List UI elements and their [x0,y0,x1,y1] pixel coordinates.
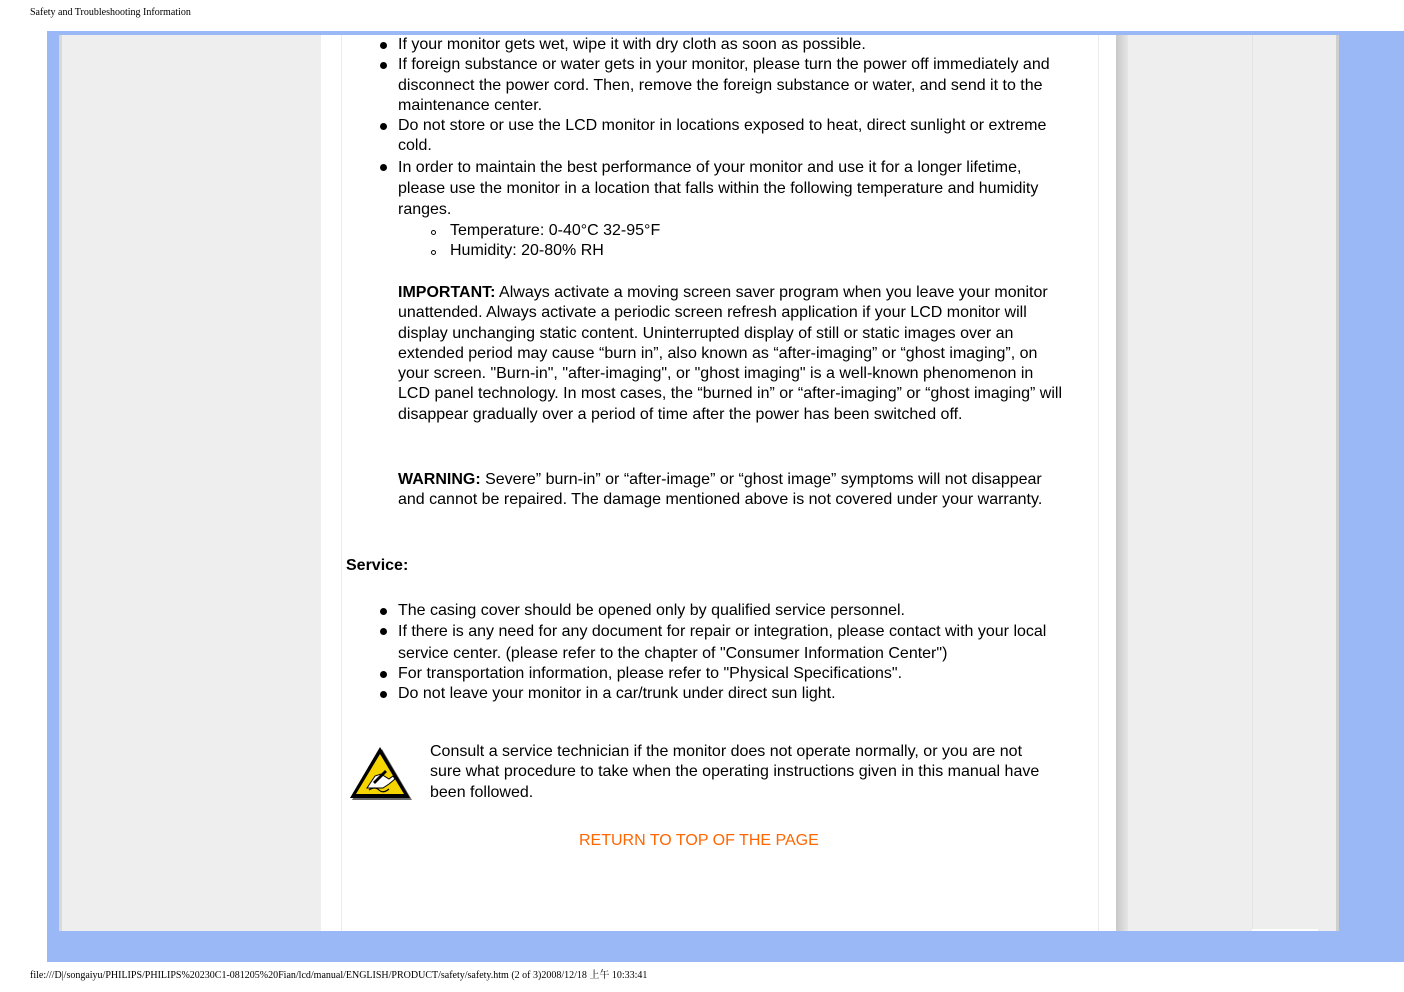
service-list [378,601,1058,704]
list-item-text: In order to maintain the best performance of your monitor and use it for a longer lifetime, please use the monitor in a location that falls within the following temperature and humidity ranges. [398,158,1039,219]
sublist-item-humidity [430,241,1058,261]
list-item-text: Do not store or use the LCD monitor in locations exposed to heat, direct sunlight or extreme cold. [398,117,1047,155]
sublist-item-temperature [430,221,1058,241]
list-item [378,684,1058,704]
return-to-top-link[interactable]: RETURN TO TOP OF THE PAGE [579,832,819,849]
sublist-item-text: Temperature: 0-40°C 32-95°F [450,221,661,239]
sublist-item-text: Humidity: 20-80% RH [450,241,604,259]
right-panel-divider [1252,35,1253,931]
list-item-text: Do not leave your monitor in a car/trunk under direct sun light. [398,685,836,703]
content-rule-left [341,35,342,931]
warning-text: Severe” burn-in” or “after-image” or “ghost image” symptoms will not disappear and cannot be repaired. The damage mentioned above is not covered under your warranty. [398,471,1043,509]
right-panel-shadow [1116,35,1128,931]
important-paragraph [398,283,1062,425]
list-item [378,621,1058,664]
list-item [378,55,1058,116]
right-panel-edge [1336,35,1339,931]
service-heading: Service: [346,557,409,574]
right-panel-bottom-notch [1252,929,1318,931]
list-item-text: For transportation information, please refer to "Physical Specifications". [398,664,903,682]
consult-paragraph: Consult a service technician if the monitor does not operate normally, or you are not sure what procedure to take when the operating instructions given in this manual have been followed. [430,743,1040,801]
list-item [378,35,1058,55]
list-item-text: If there is any need for any document for repair or integration, please contact with your local service center. (please refer to the chapter of "Consumer Information Center") [398,623,1047,662]
important-label: IMPORTANT: [398,284,496,301]
caution-hand-writing-icon [349,746,413,802]
list-item-text: If your monitor gets wet, wipe it with dry cloth as soon as possible. [398,36,866,53]
content-rule-right [1098,35,1099,931]
left-sidebar-panel [62,35,321,931]
warning-label: WARNING: [398,471,481,488]
right-sidebar-panel [1128,35,1336,931]
list-item [378,601,1058,621]
list-item [378,116,1058,157]
care-list [378,35,1058,261]
list-item [378,157,1058,261]
important-text: Always activate a moving screen saver program when you leave your monitor unattended. Always activate a periodic screen refresh application if your LCD monitor will display unchanging static content. Uninterrupted display of still or static images over an extended period may cause “burn in”, also known as “after-imaging” or “ghost imaging”, on your screen. "Burn-in", "after-imaging", or "ghost imaging" is a well-known phenomenon in LCD panel technology. In most cases, the “burned in” or “after-imaging” or “ghost imaging” will disappear gradually over a period of time after the power has been switched off. [398,284,1062,423]
list-item-text: If foreign substance or water gets in your monitor, please turn the power off immediately and disconnect the power cord. Then, remove the foreign substance or water, and send it to the maintenance center. [398,56,1050,114]
warning-paragraph [398,470,1062,511]
range-sublist [430,221,1058,262]
list-item-text: The casing cover should be opened only by qualified service personnel. [398,602,905,619]
print-header-title: Safety and Troubleshooting Information [30,7,191,18]
list-item [378,664,1058,684]
print-footer-path: file:///D|/songaiyu/PHILIPS/PHILIPS%20230C1-081205%20Fian/lcd/manual/ENGLISH/PRODUCT/safety/safety.htm (2 of 3)2008/12/18 上午 10:33:41 [30,970,648,981]
